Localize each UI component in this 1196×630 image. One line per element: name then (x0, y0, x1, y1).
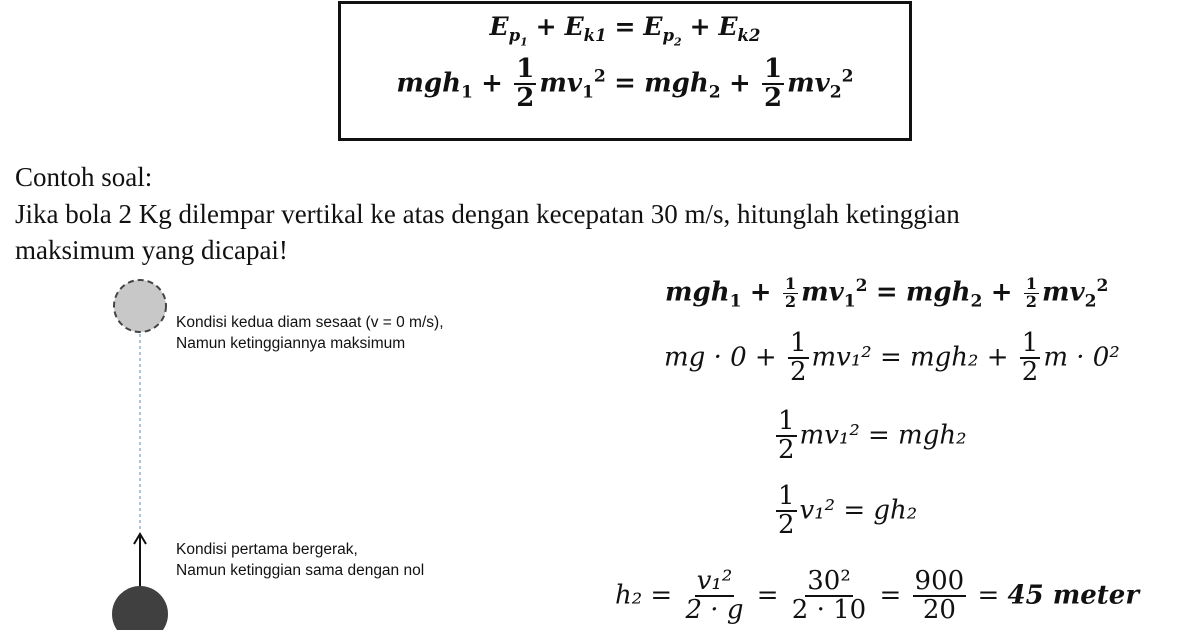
formula-box (338, 1, 912, 141)
problem-text-line1: Jika bola 2 Kg dilempar vertikal ke atas dengan kecepatan 30 m/s, hitunglah ketinggian (15, 199, 960, 229)
ball-top (114, 280, 166, 332)
final-answer: 45 meter (1007, 580, 1140, 611)
energy-expanded-formula: mgh$_1$ + $\frac{1}{2}$ $mv_1^2 = mgh_2$ + $\frac{1}{2}$ $mv_2^2$ (396, 54, 854, 114)
ball-bottom (112, 586, 168, 630)
solution-step-4: $\frac{1}{2}$ v₁² = gh₂ (778, 481, 918, 541)
bottom-condition-note: Kondisi pertama bergerak, Namun ketinggian sama dengan nol (176, 541, 425, 579)
solution-step-3: $\frac{1}{2}$ mv₁² = mgh₂ (778, 406, 967, 466)
solution-step-5: h₂ = $\frac{\text{v₁²}}{2 \cdot g}$ = $\frac{\text{30²}}{2 \cdot 10}$ = $\frac{900}{20}$ = 45 meter (615, 566, 1140, 626)
problem-text-line2: maksimum yang dicapai! (15, 235, 288, 265)
energy-conservation-formula: $E_{p_1} + E_{k1} = E_{p_2} + E_{k2}$ (489, 12, 761, 49)
solution-step-1: mgh$_1$ + $\frac{1}{2}$ $mv_1^2 = mgh_2$ + $\frac{1}{2}$ $mv_2^2$ (665, 274, 1109, 312)
top-condition-note: Kondisi kedua diam sesaat (v = 0 m/s), Namun ketinggiannya maksimum (176, 314, 444, 352)
solution-step-2: mg · 0 + $\frac{1}{2}$ mv₁² = mgh₂ + $\frac{1}{2}$ m · 0² (664, 328, 1120, 388)
problem-heading: Contoh soal: (15, 162, 153, 192)
